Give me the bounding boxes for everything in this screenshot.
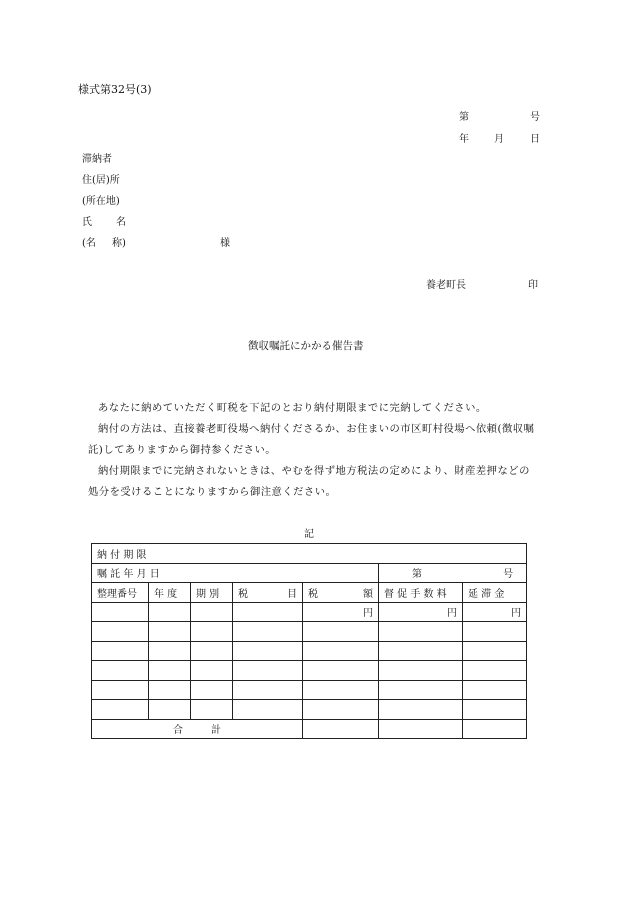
date-year: 年	[459, 134, 469, 145]
commission-row	[92, 563, 527, 583]
total-label-cell	[92, 719, 303, 739]
paragraph-2: 納付の方法は、直接養老町役場へ納付くださるか、お住まいの市区町村役場へ依頼(徴収嘱託)してありますから御持参ください。	[88, 423, 535, 456]
header-reference-number: 整理番号	[92, 583, 149, 603]
total-label-1: 合	[173, 725, 183, 737]
table-row	[92, 622, 527, 642]
tax-record-table	[91, 543, 527, 739]
table-row	[92, 602, 527, 622]
issue-number-suffix: 号	[530, 112, 540, 123]
ki-label: 記	[304, 529, 314, 540]
table-row	[92, 700, 527, 720]
location-label: (所在地)	[82, 196, 120, 207]
header-late-charge: 延 滞 金	[463, 583, 527, 603]
name-label-1: 氏	[82, 217, 92, 228]
issue-number-prefix: 第	[459, 112, 469, 123]
table-row	[92, 680, 527, 700]
table-header-row	[92, 583, 527, 603]
document-title: 徴収嘱託にかかる催告書	[248, 340, 364, 352]
header-tax-amount-2: 額	[363, 588, 373, 600]
header-tax-item-1: 税	[238, 588, 248, 600]
honorific: 様	[220, 238, 230, 249]
total-fee-cell	[379, 719, 463, 739]
corp-name-label-1: (名	[82, 238, 96, 249]
commission-number-suffix: 号	[503, 569, 514, 581]
delinquent-label: 滞納者	[82, 154, 112, 165]
paragraph-1: あなたに納めていただく町税を下記のとおり納付期限までに完納してください。	[98, 402, 487, 414]
date-month: 月	[494, 134, 504, 145]
deadline-row	[92, 544, 527, 564]
corp-name-label-2: 称)	[112, 238, 126, 249]
body-text	[88, 398, 538, 503]
address-label: 住(居)所	[82, 175, 120, 186]
total-label-2: 計	[211, 725, 221, 737]
paragraph-3: 納付期限までに完納されないときは、やむを得ず地方税法の定めにより、財産差押などの処分を受けることになりますから御注意ください。	[88, 465, 530, 498]
yen-unit-fee: 円	[379, 602, 463, 622]
header-tax-amount-1: 税	[308, 588, 318, 600]
yen-unit-late: 円	[463, 602, 527, 622]
form-number: 様式第32号(3)	[78, 83, 152, 96]
commission-number-prefix: 第	[412, 569, 422, 581]
table-row	[92, 641, 527, 661]
header-demand-fee: 督 促 手 数 料	[379, 583, 463, 603]
header-tax-item-2: 目	[287, 588, 297, 600]
header-tax-item	[233, 583, 303, 603]
total-tax-cell	[303, 719, 379, 739]
deadline-label: 納 付 期 限	[92, 544, 527, 564]
yen-unit-tax: 円	[303, 602, 379, 622]
header-fiscal-year: 年 度	[149, 583, 191, 603]
seal-mark: 印	[528, 280, 538, 291]
date-day: 日	[530, 134, 540, 145]
total-row	[92, 719, 527, 739]
commission-date-label: 嘱 託 年 月 日	[92, 563, 379, 583]
mayor-label: 養老町長	[426, 280, 466, 291]
name-label-2: 名	[116, 217, 126, 228]
commission-number-cell	[379, 563, 527, 583]
table-row	[92, 661, 527, 681]
header-period: 期 別	[191, 583, 233, 603]
total-late-cell	[463, 719, 527, 739]
header-tax-amount	[303, 583, 379, 603]
